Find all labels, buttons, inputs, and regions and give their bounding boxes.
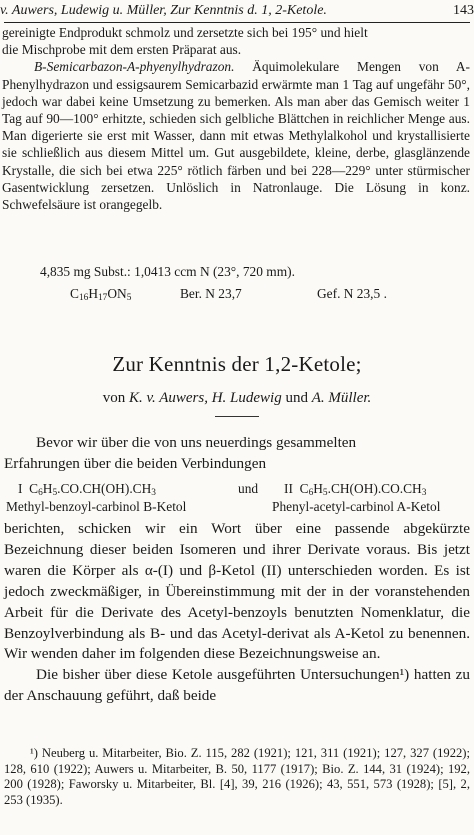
label-ketol-I: Methyl-benzoyl-carbinol B-Ketol — [6, 499, 187, 514]
intro-line-1: Bevor wir über die von uns neuerdings gesammelten — [36, 434, 357, 451]
footnotes — [4, 746, 470, 808]
compound-labels — [4, 498, 470, 516]
compound-formulas — [4, 480, 470, 498]
formula-und: und — [238, 481, 259, 496]
main-paragraph-block — [4, 519, 470, 707]
last-paragraph: Die bisher über diese Ketole ausgeführten Untersuchungen¹) hatten zu der Anschauung geführt, daß beide — [4, 666, 470, 705]
title-rule — [215, 416, 259, 417]
label-ketol-II: Phenyl-acetyl-carbinol A-Ketol — [272, 499, 441, 514]
analysis-line: 4,835 mg Subst.: 1,0413 ccm N (23°, 720 mm). — [40, 264, 295, 279]
article-authors — [0, 390, 474, 407]
analysis-calculated: Ber. N 23,7 — [180, 286, 242, 301]
analysis-found: Gef. N 23,5 . — [317, 286, 387, 301]
article-title: Zur Kenntnis der 1,2-Ketole; — [112, 352, 362, 376]
analysis-formula-row — [70, 285, 430, 303]
top-line-1: gereinigte Endprodukt schmolz und zersetzte sich bei 195° und hielt — [2, 25, 368, 40]
author-ludewig: H. Ludewig — [211, 390, 282, 406]
semicarbazon-paragraph — [2, 58, 470, 213]
header-rule — [4, 22, 470, 23]
intro-paragraph — [4, 433, 470, 475]
continued-section — [2, 24, 470, 213]
running-header — [0, 2, 474, 19]
page-number: 143 — [453, 3, 474, 18]
running-title: v. Auwers, Ludewig u. Müller, Zur Kenntnis d. 1, 2-Ketole. — [0, 3, 327, 18]
intro-line-2: Erfahrungen über die beiden Verbindungen — [4, 454, 267, 472]
author-mueller: A. Müller. — [311, 390, 372, 406]
semicarbazon-text: Äquimolekulare Mengen von A-Phenylhydrazon und essigsaurem Semicarbazid erwärmte man 1 Tag auf ungefähr 50°, jedoch war dabei keine Umsetzung zu bemerken. Als man aber das Gemisch weiter 1 Tag auf 90—100° erhitzte, schieden sich gelbliche Blättchen in reichlicher Menge aus. Man digerierte sie erst mit Wasser, dann mit etwas Methylalkohol und krystallisierte sie schließlich aus diesem Mittel um. Gut ausgebildete, kleine, derbe, glasglänzende Krystalle, die sich bei etwa 225° rötlich färben und bei 228—229° unter stürmischer Gasentwicklung zersetzen. Unlöslich in Natronlauge. Die Lösung in konz. Schwefelsäure ist orangegelb. — [2, 59, 470, 213]
formula-ketol-I: I $C_6H_5.CO.CH(OH).CH_3$ — [18, 481, 156, 498]
main-paragraph: berichten, schicken wir ein Wort über eine passende abgekürzte Bezeichnung dieser beiden Isomeren und ihrer Derivate voraus. Bis jetzt waren die Körper als α-(I) und β-Ketol (II) unterschieden worden. Es ist jedoch zweckmäßiger, in Übereinstimmung mit der in der voranstehenden Arbeit für die Derivate des Acetyl-benzoyls benutzten Nomenklatur, die Benzoylverbindung als B- und das Acetyl-derivat als A-Ketol zu benennen. Wir wenden daher im folgenden diese Bezeichnungsweise an. — [4, 520, 470, 663]
top-line-2: die Mischprobe mit dem ersten Präparat aus. — [2, 42, 242, 58]
formula-ketol-II: II $C_6H_5.CH(OH).CO.CH_3$ — [284, 481, 427, 498]
semicarbazon-heading: B-Semicarbazon-A-phyenylhydrazon. — [34, 59, 235, 75]
authors-and: und — [285, 390, 308, 406]
author-auwers: K. v. Auwers, — [128, 390, 208, 406]
analysis-formula: $C_{16}H_{17}ON_5$ — [70, 286, 132, 303]
footnote-1: ¹) Neuberg u. Mitarbeiter, Bio. Z. 115, 282 (1921); 121, 311 (1921); 127, 327 (1922); 128, 610 (1922); Auwers u. Mitarbeiter, B. 50, 1177 (1917); Bio. Z. 144, 31 (1924); 192, 200 (1928); Faworsky u. Mitarbeiter, Bl. [4], 39, 216 (1926); 43, 551, 573 (1928); [5], 2, 253 (1935). — [4, 746, 470, 807]
authors-prefix: von — [102, 390, 126, 406]
